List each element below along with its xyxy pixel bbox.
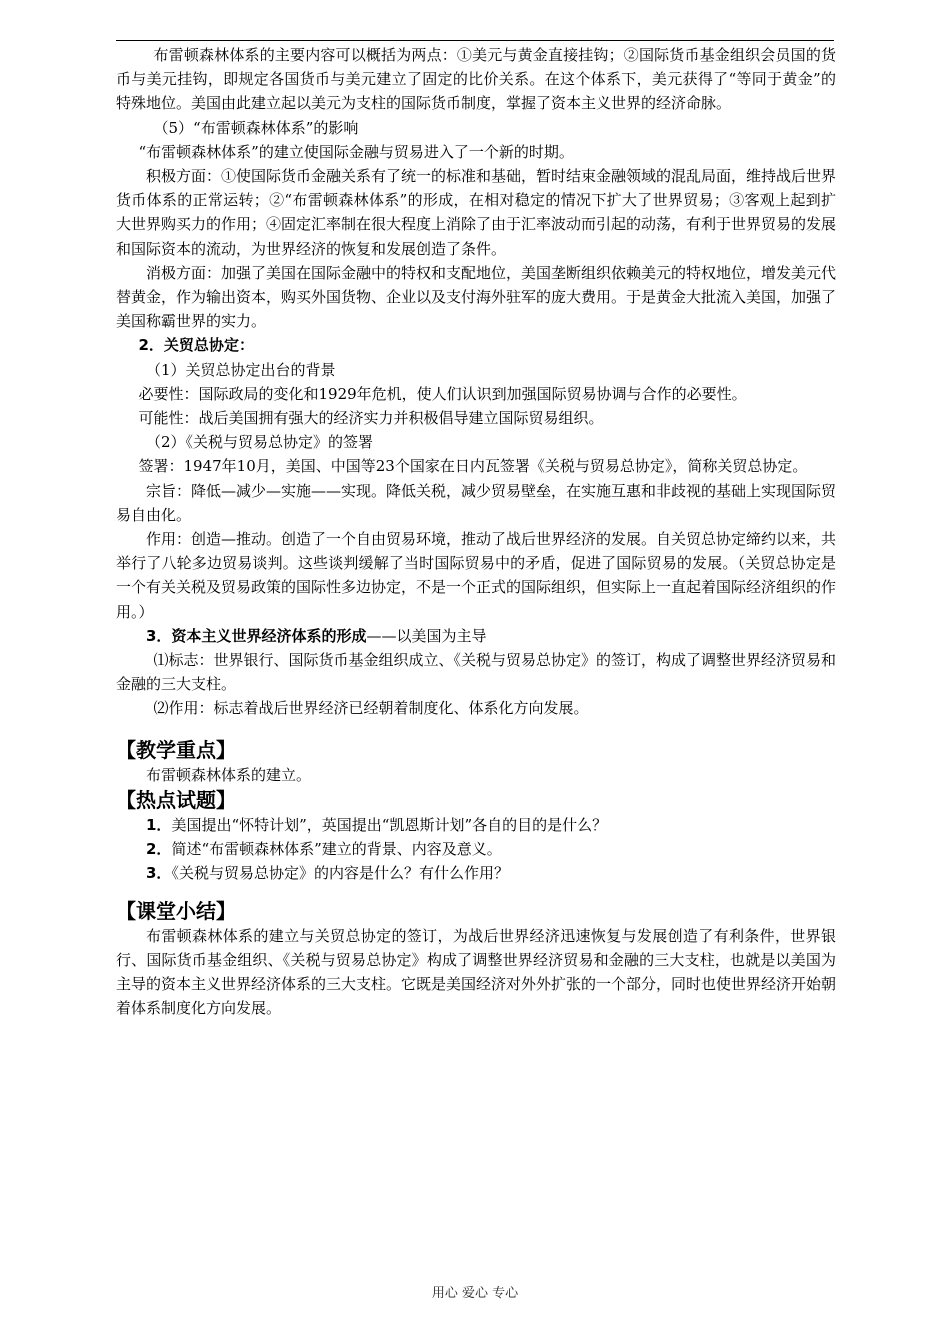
heading-gatt: 2．关贸总协定：	[138, 336, 254, 355]
question-text: 简述“布雷顿森林体系”建立的背景、内容及意义。	[171, 840, 502, 859]
section-title-teaching-focus: 【教学重点】	[116, 737, 236, 762]
section-title-hot-questions: 【热点试题】	[116, 787, 236, 812]
paragraph-bretton-woods-content: 布雷顿森林体系的主要内容可以概括为两点：①美元与黄金直接挂钩；②国际货币基金组织会员国的货币与美元挂钩，即规定各国货币与美元建立了固定的比价关系。在这个体系下，美元获得了“等同于黄金”的特殊地位。美国由此建立起以美元为支柱的国际货币制度，掌握了资本主义世界的经济命脉。	[116, 46, 836, 113]
question-text: 美国提出“怀特计划”，英国提出“凯恩斯计划”各自的目的是什么？	[171, 815, 608, 834]
paragraph-necessity: 必要性：国际政局的变化和1929年危机，使人们认识到加强国际贸易协调与合作的必要性。	[138, 384, 747, 403]
heading-world-economic-system-suffix: ——以美国为主导	[366, 626, 487, 645]
hot-question-item	[116, 837, 836, 861]
subheading-gatt-signing: （2）《关税与贸易总协定》的签署	[146, 433, 374, 452]
section-title-class-summary: 【课堂小结】	[116, 898, 236, 923]
question-number: 3．	[146, 864, 172, 883]
paragraph-marker: ⑴标志：世界银行、国际货币基金组织成立、《关税与贸易总协定》的签订，构成了调整世界经济贸易和金融的三大支柱。	[116, 651, 837, 694]
teaching-focus-text: 布雷顿森林体系的建立。	[146, 765, 312, 784]
paragraph-signing: 签署：1947年10月，美国、中国等23个国家在日内瓦签署《关税与贸易总协定》，简称关贸总协定。	[138, 457, 808, 476]
paragraph-possibility: 可能性：战后美国拥有强大的经济实力并积极倡导建立国际贸易组织。	[138, 409, 604, 428]
paragraph-effect: 作用：创造—推动。创造了一个自由贸易环境，推动了战后世界经济的发展。自关贸总协定缔约以来，共举行了八轮多边贸易谈判。这些谈判缓解了当时国际贸易中的矛盾，促进了国际贸易的发展。（关贸总协定是一个有关关税及贸易政策的国际性多边协定，不是一个正式的国际组织，但实际上一直起着国际经济组织的作用。）	[116, 530, 837, 621]
heading-world-economic-system-title: 3．资本主义世界经济体系的形成	[146, 626, 367, 645]
question-number: 2．	[146, 840, 172, 859]
paragraph-new-period: “布雷顿森林体系”的建立使国际金融与贸易进入了一个新的时期。	[138, 142, 574, 161]
heading-world-economic-system	[116, 624, 836, 648]
paragraph-negative-aspects: 消极方面：加强了美国在国际金融中的特权和支配地位，美国垄断组织依赖美元的特权地位，增发美元代替黄金，作为输出资本，购买外国货物、企业以及支付海外驻军的庞大费用。于是黄金大批流入美国，加强了美国称霸世界的实力。	[116, 263, 837, 331]
hot-question-item	[116, 861, 836, 885]
paragraph-positive-aspects: 积极方面：①使国际货币金融关系有了统一的标准和基础，暂时结束金融领域的混乱局面，维持战后世界货币体系的正常运转；②“布雷顿森林体系”的形成，在相对稳定的情况下扩大了世界贸易；③客观上起到扩大世界购买力的作用；④固定汇率制在很大程度上消除了由于汇率波动而引起的动荡，有利于世界贸易的发展和国际资本的流动，为世界经济的恢复和发展创造了条件。	[116, 167, 837, 258]
page-footer: 用心 爱心 专心	[431, 1286, 519, 1301]
class-summary-text: 布雷顿森林体系的建立与关贸总协定的签订，为战后世界经济迅速恢复与发展创造了有利条件，世界银行、国际货币基金组织、《关税与贸易总协定》构成了调整世界经济贸易和金融的三大支柱，也就是以美国为主导的资本主义世界经济体系的三大支柱。它既是美国经济对外外扩张的一个部分，同时也使世界经济开始朝着体系制度化方向发展。	[116, 926, 837, 1018]
document-body	[116, 43, 836, 1020]
question-number: 1．	[146, 815, 172, 834]
paragraph-purpose: 宗旨：降低—减少—实施——实现。降低关税，减少贸易壁垒，在实施互惠和非歧视的基础上实现国际贸易自由化。	[116, 481, 837, 524]
question-text: 《关税与贸易总协定》的内容是什么？有什么作用？	[171, 864, 509, 883]
hot-question-item	[116, 813, 836, 837]
subheading-bretton-woods-impact: （5）“布雷顿森林体系”的影响	[153, 118, 359, 137]
header-rule	[116, 40, 834, 41]
paragraph-function: ⑵作用：标志着战后世界经济已经朝着制度化、体系化方向发展。	[153, 699, 589, 718]
subheading-gatt-background: （1）关贸总协定出台的背景	[146, 360, 336, 379]
